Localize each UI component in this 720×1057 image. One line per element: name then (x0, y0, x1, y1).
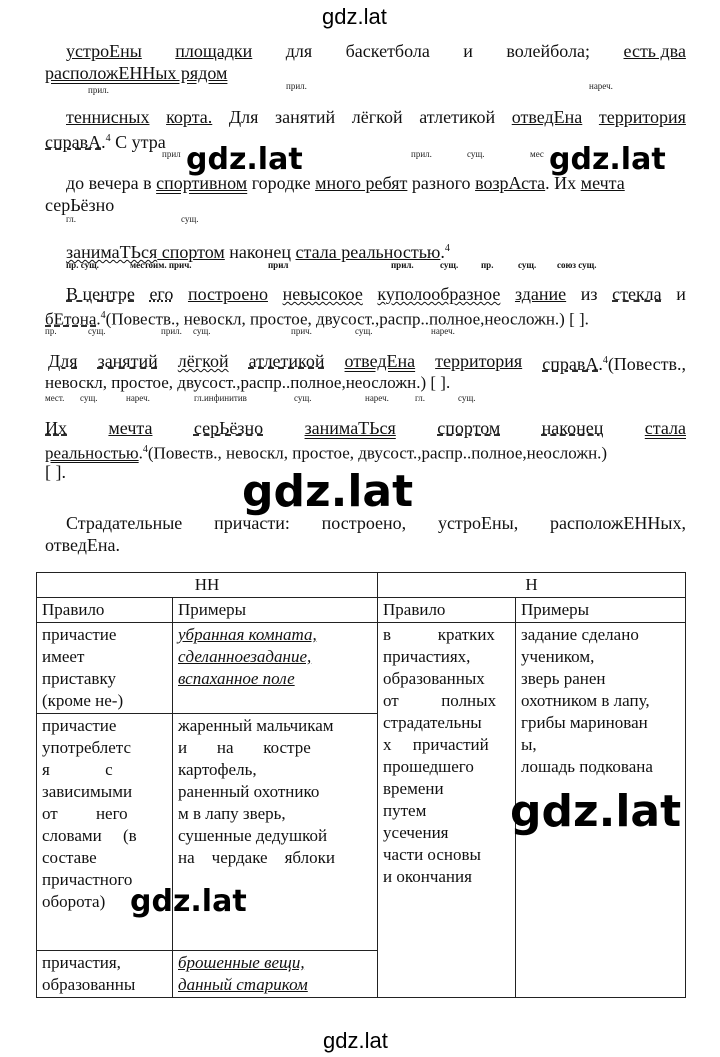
annotation: сущ. (518, 260, 537, 270)
para1-line2: расположЕННых рядом (45, 63, 228, 83)
para4-line3: [ ]. (45, 462, 66, 482)
text: разного (407, 173, 476, 193)
word: справА (45, 132, 102, 152)
col-examples-n: Примеры (516, 598, 686, 623)
cell-line: задание сделано (521, 625, 639, 644)
para1-line4 (45, 128, 166, 153)
annotation: пр. (481, 260, 494, 270)
spelling-rules-table (36, 572, 686, 998)
word: расположЕННых, (550, 513, 686, 533)
text: . Их (545, 173, 581, 193)
cell-line: образованны (42, 975, 136, 994)
annotation: сущ. (80, 393, 98, 403)
cell-line: в кратких (383, 625, 495, 644)
nn-examples-3 (173, 951, 378, 998)
cell-line: данный стариком (178, 975, 308, 994)
word: есть два (623, 41, 686, 61)
word: построено, (321, 513, 407, 533)
cell-line: вспаханное поле (178, 669, 295, 688)
word: В центре (66, 284, 135, 304)
annotation: сущ. (355, 326, 373, 336)
nn-rule-1 (37, 623, 173, 714)
watermark: gdz.lat (510, 786, 682, 837)
footnote-mark: 4 (100, 310, 106, 321)
word: спортом (437, 418, 501, 438)
word: мечта (108, 418, 153, 438)
annotation: прил. (161, 326, 182, 336)
word: для (285, 41, 313, 61)
cell-line: причастие (42, 716, 117, 735)
cell-line: сделанноезадание, (178, 647, 312, 666)
word: территория (435, 351, 523, 371)
cell-line: причастия, (42, 953, 121, 972)
word: атлетикой (419, 107, 496, 127)
word: стекла (612, 284, 662, 304)
word: реальностью (45, 443, 139, 463)
word: спортивном (156, 173, 248, 193)
cell-line: зверь ранен (521, 669, 606, 688)
cell-line: от него (42, 804, 128, 823)
word: отведЕна (511, 107, 583, 127)
cell-line: на чердаке яблоки (178, 848, 335, 867)
annotation: прил (268, 260, 289, 270)
word: занятий (97, 351, 158, 371)
annotation: союз сущ. (557, 260, 597, 270)
text: наконец (224, 242, 296, 262)
para1-line5 (66, 172, 625, 194)
annotation: прил (162, 149, 181, 159)
punct: . (440, 242, 445, 262)
annotation: нареч. (126, 393, 150, 403)
word: возрАста (475, 173, 546, 193)
annotation: сущ. (440, 260, 459, 270)
word: (Повеств., (607, 354, 686, 374)
word: занимаТЬся (66, 242, 158, 262)
cell-line: зависимыми (42, 782, 133, 801)
word: его (149, 284, 174, 304)
word: наконец (541, 418, 604, 438)
annotation: сущ. (458, 393, 476, 403)
punct: . (101, 132, 106, 152)
annotation: гл.инфинитив (194, 393, 247, 403)
text: городке (247, 173, 316, 193)
punct: . (138, 443, 143, 463)
text: до вечера в (66, 173, 157, 193)
watermark: gdz.lat (130, 884, 247, 919)
annotation: нареч. (365, 393, 389, 403)
col-rule-n: Правило (378, 598, 516, 623)
word: причасти: (214, 513, 290, 533)
word: построено (187, 284, 268, 304)
para3-line2: невоскл, простое, двусост.,распр..полное,неосложн.) [ ]. (45, 373, 451, 392)
word: невысокое (282, 284, 363, 304)
cell-line: употреблетс (42, 738, 131, 757)
word: лёгкой (351, 107, 403, 127)
nn-examples-1 (173, 623, 378, 714)
annotation: прил. (391, 260, 414, 270)
cell-line: от полных (383, 691, 497, 710)
word: мечта (580, 173, 625, 193)
word: занимаТЬся (304, 418, 396, 438)
word: отведЕна (344, 351, 416, 371)
cell-line: страдательны (383, 713, 482, 732)
word: бЕтона (45, 309, 97, 329)
annotation: сущ. (467, 149, 485, 159)
footnote-mark: 4 (142, 444, 148, 455)
annotation: мест. (45, 393, 65, 403)
cell-line: составе (42, 848, 97, 867)
word: площадки (175, 41, 253, 61)
para5-line2: отведЕна. (45, 535, 121, 555)
cell-line: убранная комната, (178, 625, 317, 644)
cell-line: м в лапу зверь, (178, 804, 286, 823)
col-examples-nn: Примеры (173, 598, 378, 623)
word: Их (45, 418, 67, 438)
cell-line: лошадь подкована (521, 757, 653, 776)
word: атлетикой (248, 351, 325, 371)
watermark: gdz.lat (549, 142, 666, 177)
watermark-top: gdz.lat (322, 4, 387, 29)
annotation: местоим. прич. (130, 260, 192, 270)
footnote-mark: 4 (105, 133, 111, 144)
cell-line: словами (в (42, 826, 137, 845)
watermark: gdz.lat (242, 466, 414, 517)
annotation: гл. (66, 214, 76, 224)
header-n: Н (378, 573, 686, 598)
watermark-bottom: gdz.lat (323, 1028, 388, 1053)
cell-line: оборота) (42, 892, 106, 911)
annotation: сущ. (294, 393, 312, 403)
annotation: прил. (286, 81, 307, 91)
cell-line: причастиях, (383, 647, 471, 666)
cell-line: сушенные дедушкой (178, 826, 328, 845)
annotation: пр. сущ. (66, 260, 99, 270)
punct: . (96, 309, 101, 329)
cell-line: причастного (42, 870, 133, 889)
annotation: нареч. (589, 81, 613, 91)
cell-line: картофель, (178, 760, 257, 779)
punct: . (598, 354, 603, 374)
watermark: gdz.lat (186, 142, 303, 177)
cell-line: и окончания (383, 867, 472, 886)
word: баскетбола (345, 41, 430, 61)
annotation: сущ. (181, 214, 199, 224)
word: спортом (157, 242, 225, 262)
word: куполообразное (377, 284, 501, 304)
word: много ребят (315, 173, 408, 193)
para4-line2 (45, 439, 607, 465)
cell-line: (кроме не-) (42, 691, 124, 710)
word: территория (598, 107, 686, 127)
word: корта. (166, 107, 213, 127)
annotation: пр. (45, 326, 57, 336)
word: и (463, 41, 473, 61)
cell-line: раненный охотнико (178, 782, 320, 801)
cell-line: части основы (383, 845, 481, 864)
word: здание (514, 284, 567, 304)
n-rule (378, 623, 516, 998)
cell-line: образованных (383, 669, 485, 688)
cell-line: охотником в лапу, (521, 691, 650, 710)
nn-rule-3 (37, 951, 173, 998)
para1-line1 (66, 40, 686, 62)
word: справА (542, 354, 599, 374)
cell-line: причастие (42, 625, 117, 644)
annotation: прич. (291, 326, 312, 336)
word: теннисных (66, 107, 150, 127)
text: (Повеств., невоскл, простое, двусост.,распр..полное,неосложн.) [ ]. (105, 309, 589, 329)
para5-line1 (66, 512, 686, 534)
word: стала (644, 418, 686, 438)
header-nn: НН (37, 573, 378, 598)
cell-line: приставку (42, 669, 116, 688)
para4-line1 (45, 417, 686, 439)
para1-line6: серЬёзно (45, 195, 115, 215)
word: Для (228, 107, 259, 127)
cell-line: жаренный мальчикам (178, 716, 334, 735)
cell-line: я с (42, 760, 113, 779)
para2-line2 (45, 305, 589, 331)
para1-line3 (66, 106, 686, 128)
col-rule-nn: Правило (37, 598, 173, 623)
word: лёгкой (177, 351, 229, 371)
annotation: нареч. (431, 326, 455, 336)
cell-line: ы, (521, 735, 537, 754)
cell-line: путем (383, 801, 427, 820)
cell-line: и на костре (178, 738, 311, 757)
footnote-mark: 4 (602, 355, 608, 366)
word: серЬёзно (193, 418, 264, 438)
word: Страдательные (66, 513, 183, 533)
annotation: сущ. (193, 326, 211, 336)
text: (Повеств., невоскл, простое, двусост.,распр..полное,неосложн.) (147, 443, 608, 463)
word: из (580, 284, 598, 304)
annotation: гл. (415, 393, 425, 403)
word: и (676, 284, 686, 304)
cell-line: грибы маринован (521, 713, 648, 732)
word: С утра (110, 132, 166, 152)
word: занятий (275, 107, 336, 127)
annotation: сущ. (88, 326, 106, 336)
word: стала реальностью (295, 242, 441, 262)
word: волейбола; (506, 41, 591, 61)
footnote-mark: 4 (444, 243, 450, 254)
cell-line: усечения (383, 823, 449, 842)
cell-line: прошедшего (383, 757, 474, 776)
word: устроЕны (66, 41, 142, 61)
annotation: прил. (88, 85, 109, 95)
word: устроЕны, (437, 513, 519, 533)
cell-line: х причастий (383, 735, 489, 754)
word: Для (48, 351, 78, 371)
para2-line1 (66, 283, 686, 305)
annotation: прил. (411, 149, 432, 159)
cell-line: имеет (42, 647, 85, 666)
annotation: мес (530, 149, 544, 159)
cell-line: времени (383, 779, 444, 798)
cell-line: брошенные вещи, (178, 953, 305, 972)
cell-line: учеником, (521, 647, 595, 666)
